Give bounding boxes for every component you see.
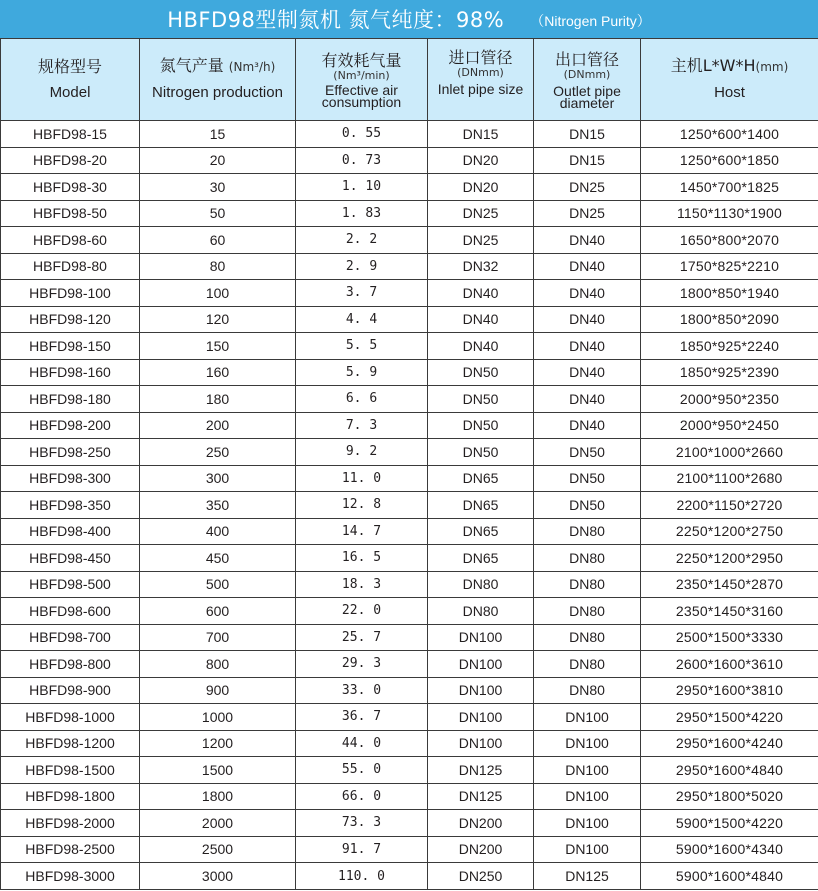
header-consumption-zh: 有效耗气量 bbox=[321, 50, 402, 70]
header-inlet-pipe bbox=[428, 39, 534, 121]
table-row bbox=[1, 253, 818, 280]
table-row bbox=[1, 121, 818, 148]
table-row bbox=[1, 280, 818, 307]
cell-model: HBFD98-250 bbox=[1, 439, 140, 466]
header-production-zh: 氮气产量 bbox=[159, 56, 224, 75]
cell-air-consumption: 9. 2 bbox=[296, 439, 428, 466]
cell-air-consumption: 12. 8 bbox=[296, 492, 428, 519]
cell-outlet-pipe: DN100 bbox=[534, 757, 641, 784]
cell-air-consumption: 73. 3 bbox=[296, 810, 428, 837]
cell-outlet-pipe: DN80 bbox=[534, 651, 641, 678]
cell-air-consumption: 16. 5 bbox=[296, 545, 428, 572]
header-consumption-unit: (Nm³/min) bbox=[333, 68, 390, 82]
table-body bbox=[1, 121, 818, 890]
cell-inlet-pipe: DN65 bbox=[428, 465, 534, 492]
table-row bbox=[1, 783, 818, 810]
table-row bbox=[1, 571, 818, 598]
header-host-dimensions bbox=[641, 39, 818, 121]
cell-nitrogen-production: 900 bbox=[140, 677, 296, 704]
cell-inlet-pipe: DN65 bbox=[428, 518, 534, 545]
cell-outlet-pipe: DN50 bbox=[534, 465, 641, 492]
header-row bbox=[1, 39, 818, 121]
cell-nitrogen-production: 180 bbox=[140, 386, 296, 413]
cell-nitrogen-production: 250 bbox=[140, 439, 296, 466]
cell-inlet-pipe: DN100 bbox=[428, 704, 534, 731]
cell-inlet-pipe: DN80 bbox=[428, 598, 534, 625]
table-row bbox=[1, 306, 818, 333]
cell-outlet-pipe: DN40 bbox=[534, 253, 641, 280]
cell-model: HBFD98-1800 bbox=[1, 783, 140, 810]
table-row bbox=[1, 651, 818, 678]
cell-host-dimensions: 2950*1500*4220 bbox=[641, 704, 818, 731]
table-row bbox=[1, 412, 818, 439]
cell-host-dimensions: 5900*1600*4340 bbox=[641, 836, 818, 863]
cell-air-consumption: 0. 55 bbox=[296, 121, 428, 148]
header-production-zh-line bbox=[140, 57, 295, 76]
table-row bbox=[1, 359, 818, 386]
cell-host-dimensions: 1450*700*1825 bbox=[641, 174, 818, 201]
cell-inlet-pipe: DN50 bbox=[428, 386, 534, 413]
cell-host-dimensions: 1250*600*1400 bbox=[641, 121, 818, 148]
header-inlet-unit: (DNmm) bbox=[457, 66, 504, 79]
cell-outlet-pipe: DN80 bbox=[534, 677, 641, 704]
cell-inlet-pipe: DN65 bbox=[428, 545, 534, 572]
cell-outlet-pipe: DN80 bbox=[534, 518, 641, 545]
cell-model: HBFD98-1200 bbox=[1, 730, 140, 757]
table-row bbox=[1, 545, 818, 572]
cell-outlet-pipe: DN40 bbox=[534, 359, 641, 386]
cell-model: HBFD98-160 bbox=[1, 359, 140, 386]
header-outlet-unit: (DNmm) bbox=[563, 67, 611, 81]
table-row bbox=[1, 333, 818, 360]
cell-host-dimensions: 1800*850*2090 bbox=[641, 306, 818, 333]
cell-inlet-pipe: DN100 bbox=[428, 624, 534, 651]
cell-outlet-pipe: DN100 bbox=[534, 836, 641, 863]
cell-model: HBFD98-2000 bbox=[1, 810, 140, 837]
cell-model: HBFD98-20 bbox=[1, 147, 140, 174]
cell-air-consumption: 4. 4 bbox=[296, 306, 428, 333]
cell-nitrogen-production: 500 bbox=[140, 571, 296, 598]
cell-host-dimensions: 2350*1450*3160 bbox=[641, 598, 818, 625]
table-row bbox=[1, 200, 818, 227]
cell-host-dimensions: 2950*1600*4240 bbox=[641, 730, 818, 757]
cell-host-dimensions: 2950*1600*4840 bbox=[641, 757, 818, 784]
cell-outlet-pipe: DN40 bbox=[534, 227, 641, 254]
cell-model: HBFD98-30 bbox=[1, 174, 140, 201]
cell-model: HBFD98-80 bbox=[1, 253, 140, 280]
cell-host-dimensions: 2000*950*2350 bbox=[641, 386, 818, 413]
cell-host-dimensions: 1250*600*1850 bbox=[641, 147, 818, 174]
cell-inlet-pipe: DN250 bbox=[428, 863, 534, 890]
cell-outlet-pipe: DN40 bbox=[534, 333, 641, 360]
header-nitrogen-production bbox=[140, 39, 296, 121]
header-air-consumption bbox=[296, 39, 428, 121]
header-outlet-pipe bbox=[534, 39, 641, 121]
cell-host-dimensions: 2200*1150*2720 bbox=[641, 492, 818, 519]
cell-nitrogen-production: 600 bbox=[140, 598, 296, 625]
table-row bbox=[1, 863, 818, 890]
cell-outlet-pipe: DN15 bbox=[534, 121, 641, 148]
cell-nitrogen-production: 200 bbox=[140, 412, 296, 439]
cell-air-consumption: 1. 10 bbox=[296, 174, 428, 201]
cell-outlet-pipe: DN80 bbox=[534, 545, 641, 572]
cell-host-dimensions: 2250*1200*2950 bbox=[641, 545, 818, 572]
cell-air-consumption: 36. 7 bbox=[296, 704, 428, 731]
cell-host-dimensions: 2600*1600*3610 bbox=[641, 651, 818, 678]
title-banner bbox=[0, 0, 818, 38]
cell-nitrogen-production: 50 bbox=[140, 200, 296, 227]
header-model bbox=[1, 39, 140, 121]
cell-model: HBFD98-350 bbox=[1, 492, 140, 519]
cell-outlet-pipe: DN40 bbox=[534, 306, 641, 333]
cell-model: HBFD98-300 bbox=[1, 465, 140, 492]
cell-inlet-pipe: DN25 bbox=[428, 227, 534, 254]
header-model-zh: 规格型号 bbox=[37, 56, 102, 76]
cell-nitrogen-production: 30 bbox=[140, 174, 296, 201]
cell-inlet-pipe: DN125 bbox=[428, 783, 534, 810]
cell-host-dimensions: 1800*850*1940 bbox=[641, 280, 818, 307]
cell-air-consumption: 5. 9 bbox=[296, 359, 428, 386]
table-subtitle: （Nitrogen Purity） bbox=[530, 12, 651, 29]
cell-host-dimensions: 1850*925*2240 bbox=[641, 333, 818, 360]
header-host-zh: 主机L*W*H bbox=[670, 56, 756, 75]
cell-host-dimensions: 2350*1450*2870 bbox=[641, 571, 818, 598]
cell-inlet-pipe: DN25 bbox=[428, 200, 534, 227]
cell-outlet-pipe: DN80 bbox=[534, 598, 641, 625]
cell-outlet-pipe: DN125 bbox=[534, 863, 641, 890]
table-row bbox=[1, 704, 818, 731]
cell-host-dimensions: 2950*1600*3810 bbox=[641, 677, 818, 704]
cell-inlet-pipe: DN100 bbox=[428, 677, 534, 704]
cell-air-consumption: 22. 0 bbox=[296, 598, 428, 625]
table-row bbox=[1, 174, 818, 201]
table-row bbox=[1, 730, 818, 757]
cell-model: HBFD98-900 bbox=[1, 677, 140, 704]
cell-model: HBFD98-400 bbox=[1, 518, 140, 545]
cell-air-consumption: 11. 0 bbox=[296, 465, 428, 492]
table-row bbox=[1, 677, 818, 704]
cell-model: HBFD98-100 bbox=[1, 280, 140, 307]
header-host-en: Host bbox=[714, 84, 745, 101]
cell-air-consumption: 29. 3 bbox=[296, 651, 428, 678]
cell-host-dimensions: 1650*800*2070 bbox=[641, 227, 818, 254]
cell-model: HBFD98-200 bbox=[1, 412, 140, 439]
cell-inlet-pipe: DN40 bbox=[428, 333, 534, 360]
cell-host-dimensions: 5900*1600*4840 bbox=[641, 863, 818, 890]
cell-air-consumption: 7. 3 bbox=[296, 412, 428, 439]
cell-nitrogen-production: 80 bbox=[140, 253, 296, 280]
cell-air-consumption: 110. 0 bbox=[296, 863, 428, 890]
table-row bbox=[1, 810, 818, 837]
cell-inlet-pipe: DN100 bbox=[428, 651, 534, 678]
cell-inlet-pipe: DN15 bbox=[428, 121, 534, 148]
cell-host-dimensions: 1150*1130*1900 bbox=[641, 200, 818, 227]
cell-host-dimensions: 5900*1500*4220 bbox=[641, 810, 818, 837]
cell-inlet-pipe: DN200 bbox=[428, 836, 534, 863]
cell-outlet-pipe: DN50 bbox=[534, 439, 641, 466]
table-row bbox=[1, 386, 818, 413]
table-row bbox=[1, 227, 818, 254]
cell-nitrogen-production: 700 bbox=[140, 624, 296, 651]
cell-inlet-pipe: DN65 bbox=[428, 492, 534, 519]
cell-model: HBFD98-450 bbox=[1, 545, 140, 572]
cell-host-dimensions: 1850*925*2390 bbox=[641, 359, 818, 386]
cell-outlet-pipe: DN40 bbox=[534, 386, 641, 413]
cell-nitrogen-production: 60 bbox=[140, 227, 296, 254]
cell-nitrogen-production: 1800 bbox=[140, 783, 296, 810]
cell-nitrogen-production: 800 bbox=[140, 651, 296, 678]
cell-host-dimensions: 2250*1200*2750 bbox=[641, 518, 818, 545]
header-outlet-zh: 出口管径 bbox=[554, 49, 619, 69]
cell-inlet-pipe: DN100 bbox=[428, 730, 534, 757]
cell-inlet-pipe: DN20 bbox=[428, 174, 534, 201]
cell-model: HBFD98-150 bbox=[1, 333, 140, 360]
header-host-unit: (mm) bbox=[755, 60, 789, 74]
table-row bbox=[1, 598, 818, 625]
cell-nitrogen-production: 1500 bbox=[140, 757, 296, 784]
cell-nitrogen-production: 3000 bbox=[140, 863, 296, 890]
cell-nitrogen-production: 2500 bbox=[140, 836, 296, 863]
cell-outlet-pipe: DN50 bbox=[534, 492, 641, 519]
cell-air-consumption: 6. 6 bbox=[296, 386, 428, 413]
cell-nitrogen-production: 120 bbox=[140, 306, 296, 333]
cell-model: HBFD98-1000 bbox=[1, 704, 140, 731]
cell-host-dimensions: 2100*1000*2660 bbox=[641, 439, 818, 466]
cell-model: HBFD98-120 bbox=[1, 306, 140, 333]
cell-air-consumption: 18. 3 bbox=[296, 571, 428, 598]
cell-outlet-pipe: DN100 bbox=[534, 730, 641, 757]
cell-inlet-pipe: DN50 bbox=[428, 412, 534, 439]
cell-nitrogen-production: 300 bbox=[140, 465, 296, 492]
table-row bbox=[1, 518, 818, 545]
cell-air-consumption: 5. 5 bbox=[296, 333, 428, 360]
cell-nitrogen-production: 1000 bbox=[140, 704, 296, 731]
cell-air-consumption: 25. 7 bbox=[296, 624, 428, 651]
cell-air-consumption: 44. 0 bbox=[296, 730, 428, 757]
cell-model: HBFD98-60 bbox=[1, 227, 140, 254]
table-row bbox=[1, 836, 818, 863]
cell-outlet-pipe: DN25 bbox=[534, 174, 641, 201]
cell-host-dimensions: 2100*1100*2680 bbox=[641, 465, 818, 492]
cell-air-consumption: 0. 73 bbox=[296, 147, 428, 174]
cell-inlet-pipe: DN40 bbox=[428, 306, 534, 333]
cell-nitrogen-production: 20 bbox=[140, 147, 296, 174]
cell-inlet-pipe: DN125 bbox=[428, 757, 534, 784]
header-consumption-en: Effective air consumption bbox=[321, 81, 402, 110]
cell-outlet-pipe: DN80 bbox=[534, 624, 641, 651]
cell-outlet-pipe: DN40 bbox=[534, 280, 641, 307]
header-host-zh-line bbox=[641, 57, 818, 76]
header-inlet-en: Inlet pipe size bbox=[437, 81, 524, 97]
cell-outlet-pipe: DN40 bbox=[534, 412, 641, 439]
cell-inlet-pipe: DN20 bbox=[428, 147, 534, 174]
cell-model: HBFD98-800 bbox=[1, 651, 140, 678]
cell-model: HBFD98-50 bbox=[1, 200, 140, 227]
cell-model: HBFD98-3000 bbox=[1, 863, 140, 890]
cell-inlet-pipe: DN32 bbox=[428, 253, 534, 280]
cell-nitrogen-production: 15 bbox=[140, 121, 296, 148]
cell-air-consumption: 2. 9 bbox=[296, 253, 428, 280]
cell-host-dimensions: 2500*1500*3330 bbox=[641, 624, 818, 651]
cell-model: HBFD98-1500 bbox=[1, 757, 140, 784]
cell-inlet-pipe: DN40 bbox=[428, 280, 534, 307]
cell-nitrogen-production: 400 bbox=[140, 518, 296, 545]
cell-outlet-pipe: DN100 bbox=[534, 810, 641, 837]
cell-inlet-pipe: DN50 bbox=[428, 439, 534, 466]
header-production-en: Nitrogen production bbox=[152, 84, 283, 101]
cell-model: HBFD98-180 bbox=[1, 386, 140, 413]
cell-inlet-pipe: DN50 bbox=[428, 359, 534, 386]
cell-nitrogen-production: 350 bbox=[140, 492, 296, 519]
cell-model: HBFD98-600 bbox=[1, 598, 140, 625]
header-model-en: Model bbox=[49, 83, 91, 101]
cell-outlet-pipe: DN80 bbox=[534, 571, 641, 598]
table-row bbox=[1, 624, 818, 651]
cell-host-dimensions: 1750*825*2210 bbox=[641, 253, 818, 280]
cell-air-consumption: 14. 7 bbox=[296, 518, 428, 545]
table-row bbox=[1, 439, 818, 466]
cell-nitrogen-production: 1200 bbox=[140, 730, 296, 757]
cell-nitrogen-production: 150 bbox=[140, 333, 296, 360]
table-title: HBFD98型制氮机 氮气纯度：98% bbox=[167, 8, 505, 32]
cell-model: HBFD98-700 bbox=[1, 624, 140, 651]
table-row bbox=[1, 492, 818, 519]
cell-host-dimensions: 2950*1800*5020 bbox=[641, 783, 818, 810]
cell-air-consumption: 1. 83 bbox=[296, 200, 428, 227]
cell-air-consumption: 66. 0 bbox=[296, 783, 428, 810]
cell-inlet-pipe: DN80 bbox=[428, 571, 534, 598]
cell-nitrogen-production: 450 bbox=[140, 545, 296, 572]
cell-air-consumption: 2. 2 bbox=[296, 227, 428, 254]
cell-outlet-pipe: DN100 bbox=[534, 704, 641, 731]
cell-nitrogen-production: 2000 bbox=[140, 810, 296, 837]
cell-model: HBFD98-2500 bbox=[1, 836, 140, 863]
cell-air-consumption: 55. 0 bbox=[296, 757, 428, 784]
table-row bbox=[1, 757, 818, 784]
cell-host-dimensions: 2000*950*2450 bbox=[641, 412, 818, 439]
cell-model: HBFD98-500 bbox=[1, 571, 140, 598]
header-production-unit: (Nm³/h) bbox=[228, 60, 276, 74]
table-row bbox=[1, 465, 818, 492]
cell-nitrogen-production: 100 bbox=[140, 280, 296, 307]
table-row bbox=[1, 147, 818, 174]
cell-inlet-pipe: DN200 bbox=[428, 810, 534, 837]
cell-air-consumption: 33. 0 bbox=[296, 677, 428, 704]
cell-model: HBFD98-15 bbox=[1, 121, 140, 148]
spec-table bbox=[0, 38, 818, 890]
cell-air-consumption: 91. 7 bbox=[296, 836, 428, 863]
cell-outlet-pipe: DN15 bbox=[534, 147, 641, 174]
header-outlet-en: Outlet pipe diameter bbox=[553, 82, 621, 111]
header-inlet-zh: 进口管径 bbox=[448, 48, 513, 67]
cell-outlet-pipe: DN25 bbox=[534, 200, 641, 227]
cell-nitrogen-production: 160 bbox=[140, 359, 296, 386]
cell-air-consumption: 3. 7 bbox=[296, 280, 428, 307]
cell-outlet-pipe: DN100 bbox=[534, 783, 641, 810]
